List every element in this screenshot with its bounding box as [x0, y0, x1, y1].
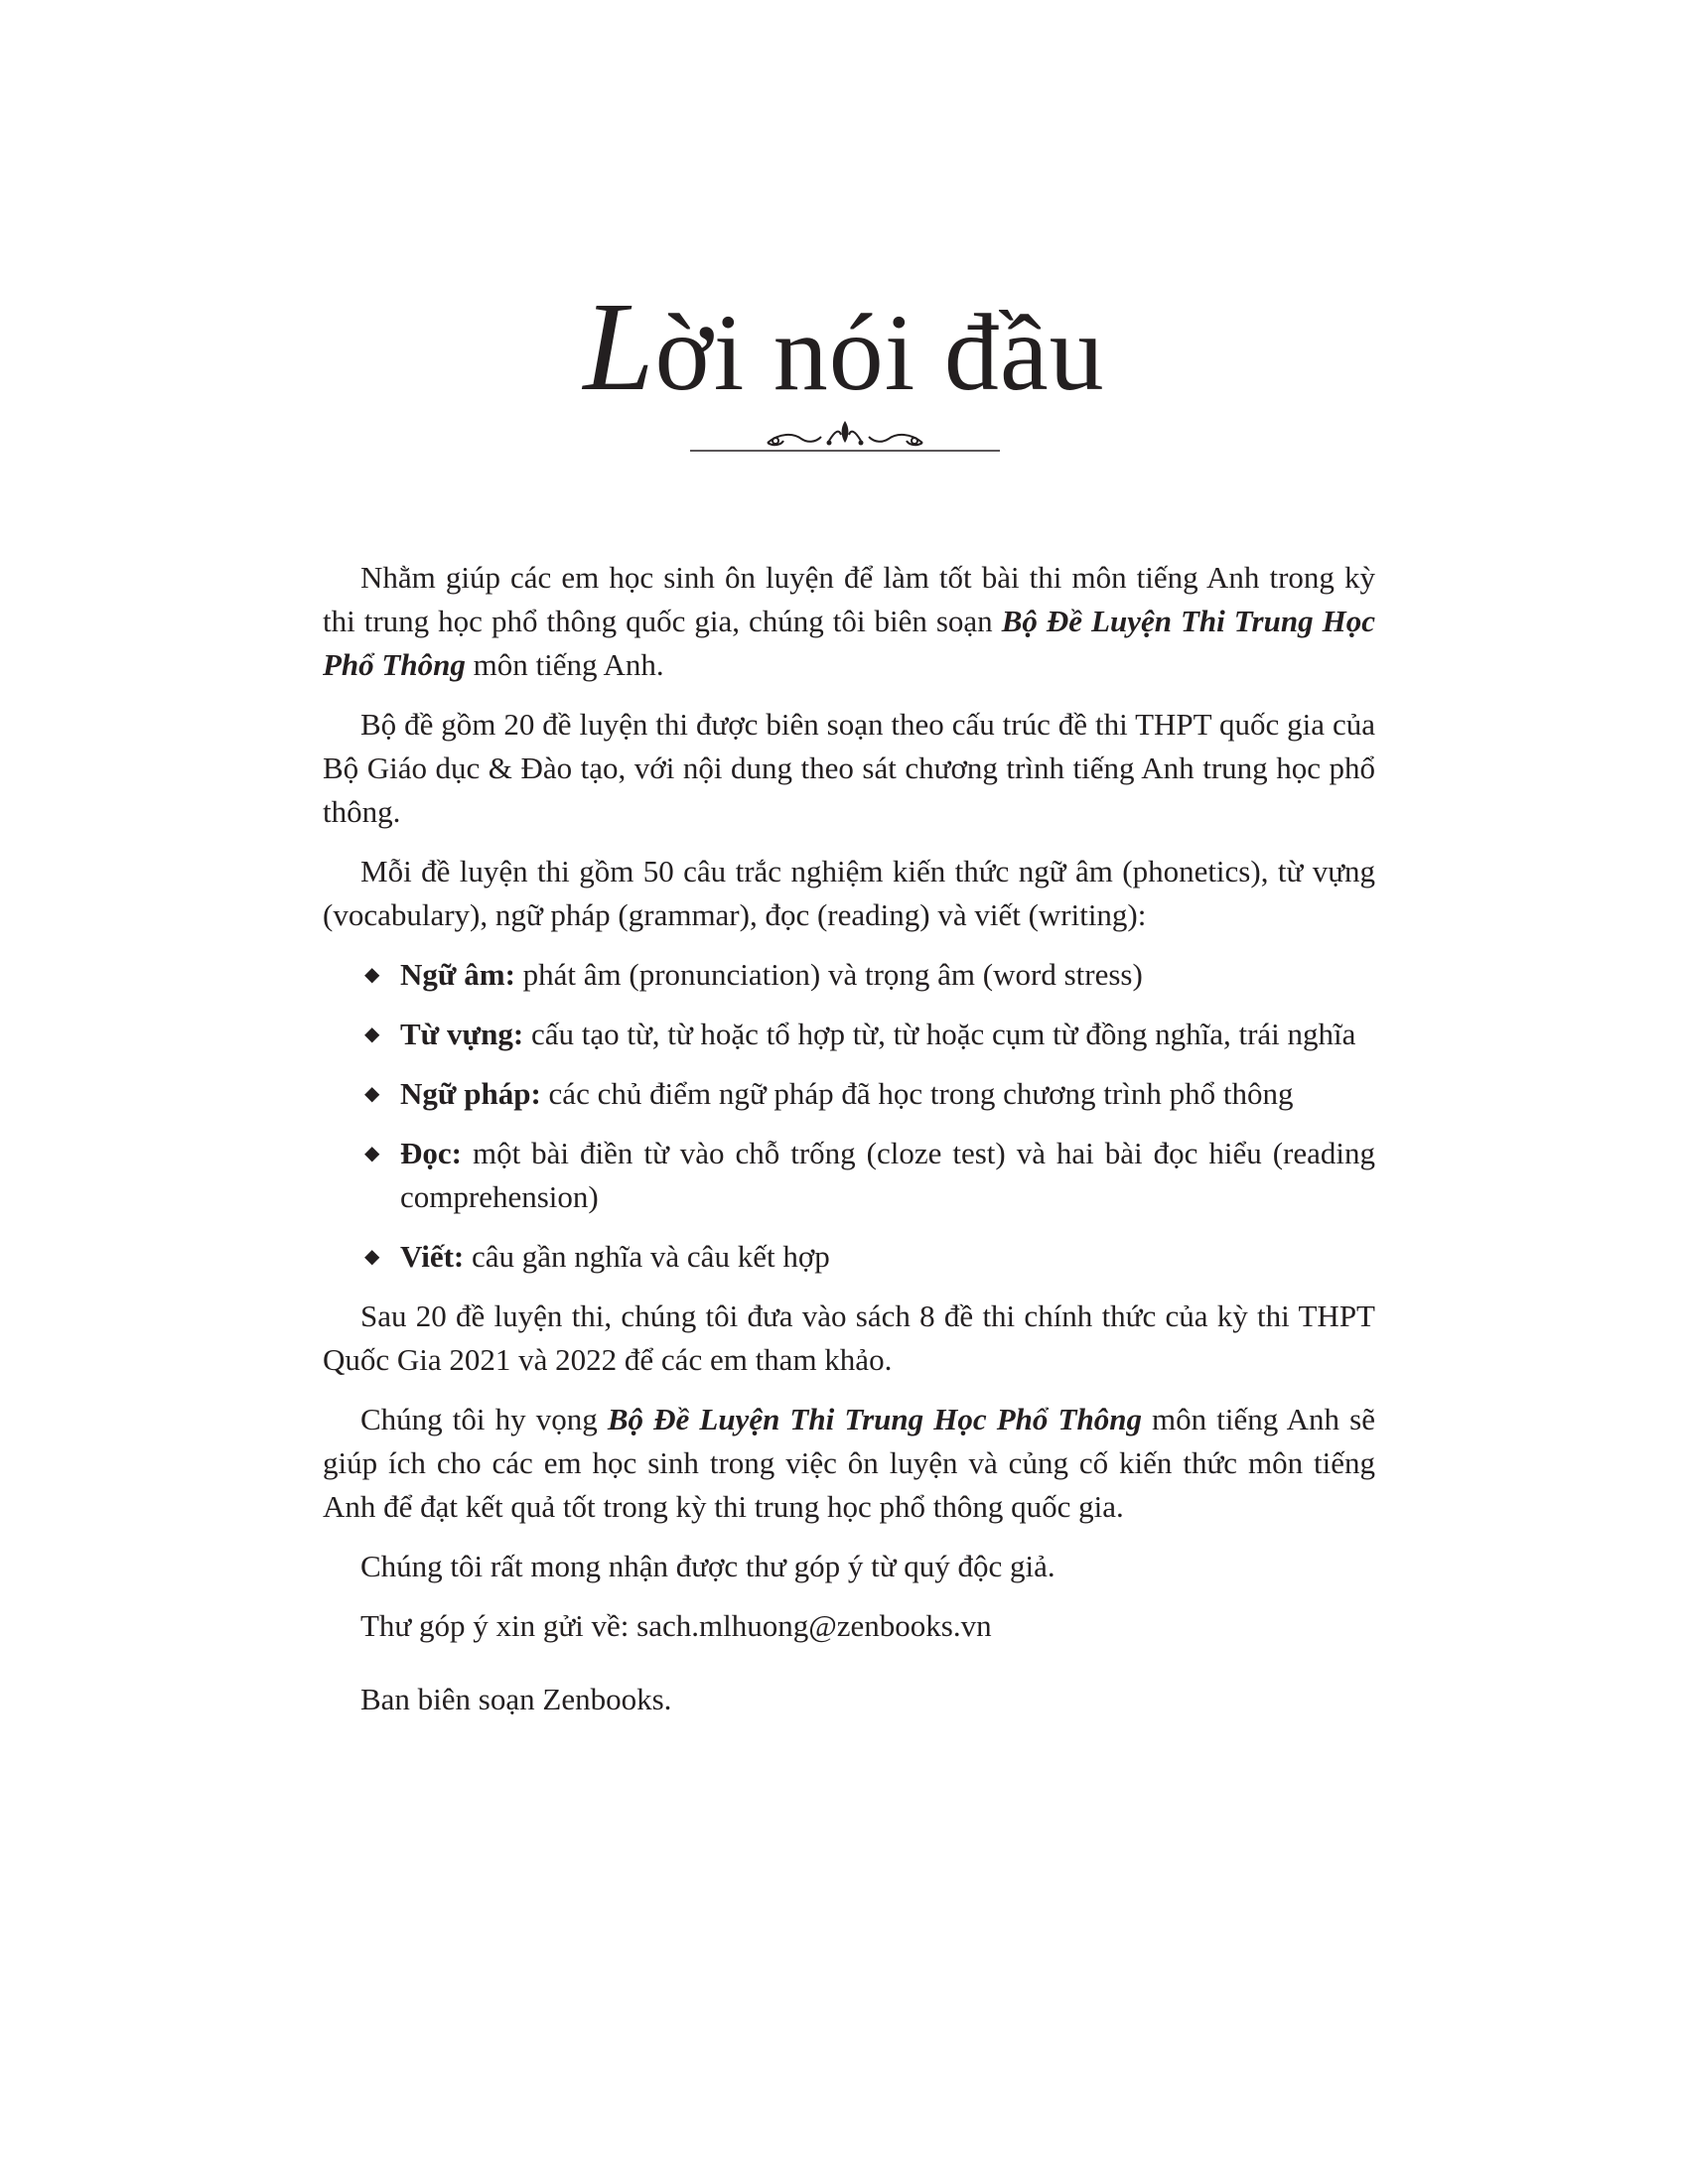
- signature: Ban biên soạn Zenbooks.: [360, 1682, 672, 1716]
- list-item: [323, 1013, 1375, 1056]
- list-item-lead: Từ vựng:: [400, 1017, 524, 1051]
- book-title-emphasis: Bộ Đề Luyện Thi Trung Học Phổ Thông: [323, 604, 1375, 682]
- preface-body: [323, 556, 1375, 1737]
- paragraph-content: Mỗi đề luyện thi gồm 50 câu trắc nghiệm kiến thức ngữ âm (phonetics), từ vựng (vocabulary), ngữ pháp (grammar), đọc (reading) và viết (writing):: [323, 854, 1375, 932]
- paragraph-intro: [323, 556, 1375, 687]
- list-item-lead: Đọc:: [400, 1136, 462, 1170]
- title-initial: L: [583, 276, 655, 417]
- paragraph-hope-text-b: môn tiếng Anh sẽ giúp ích cho các em học sinh trong việc ôn luyện và củng cố kiến thức môn tiếng Anh để đạt kết quả tốt trong kỳ thi trung học phổ thông quốc gia.: [323, 1402, 1375, 1524]
- paragraph-hope-text-a: Chúng tôi hy vọng: [360, 1402, 608, 1436]
- list-item: [323, 1132, 1375, 1219]
- flourish-divider-icon: [690, 415, 1000, 459]
- diamond-bullet-icon: ◆: [364, 1024, 380, 1045]
- list-item-lead: Ngữ pháp:: [400, 1076, 541, 1111]
- paragraph-intro-text-b: môn tiếng Anh.: [465, 647, 664, 682]
- list-item-text: các chủ điểm ngữ pháp đã học trong chương trình phổ thông: [540, 1076, 1294, 1111]
- list-item-text: câu gần nghĩa và câu kết hợp: [464, 1239, 830, 1274]
- paragraph-feedback: Chúng tôi rất mong nhận được thư góp ý từ quý độc giả.: [360, 1549, 1055, 1583]
- paragraph-structure: Bộ đề gồm 20 đề luyện thi được biên soạn theo cấu trúc đề thi THPT quốc gia của Bộ Giáo dục & Đào tạo, với nội dung theo sát chương trình tiếng Anh trung học phổ thông.: [323, 707, 1375, 829]
- page-title: [0, 276, 1688, 417]
- paragraph-official-exams: Sau 20 đề luyện thi, chúng tôi đưa vào sách 8 đề thi chính thức của kỳ thi THPT Quốc Gia 2021 và 2022 để các em tham khảo.: [323, 1298, 1375, 1377]
- list-item-text: một bài điền từ vào chỗ trống (cloze test) và hai bài đọc hiểu (reading comprehension): [400, 1136, 1375, 1214]
- book-title-emphasis: Bộ Đề Luyện Thi Trung Học Phổ Thông: [607, 1402, 1142, 1436]
- paragraph-hope: [323, 1398, 1375, 1529]
- list-item-text: phát âm (pronunciation) và trọng âm (word stress): [514, 957, 1143, 992]
- diamond-bullet-icon: ◆: [364, 964, 380, 986]
- title-rest: ời nói đầu: [654, 292, 1105, 413]
- list-item-lead: Viết:: [400, 1239, 465, 1274]
- list-item-lead: Ngữ âm:: [400, 957, 515, 992]
- list-item: [323, 1235, 1375, 1279]
- topic-list: [323, 953, 1375, 1279]
- paragraph-contact-email: Thư góp ý xin gửi về: sach.mlhuong@zenbooks.vn: [360, 1608, 992, 1643]
- diamond-bullet-icon: ◆: [364, 1083, 380, 1105]
- paragraph-intro-text-a: Nhằm giúp các em học sinh ôn luyện để làm tốt bài thi môn tiếng Anh trong kỳ thi trung học phổ thông quốc gia, chúng tôi biên soạn: [323, 560, 1375, 638]
- list-item: [323, 953, 1375, 997]
- list-item: [323, 1072, 1375, 1116]
- list-item-text: cấu tạo từ, từ hoặc tổ hợp từ, từ hoặc cụm từ đồng nghĩa, trái nghĩa: [523, 1017, 1356, 1051]
- diamond-bullet-icon: ◆: [364, 1143, 380, 1164]
- diamond-bullet-icon: ◆: [364, 1246, 380, 1268]
